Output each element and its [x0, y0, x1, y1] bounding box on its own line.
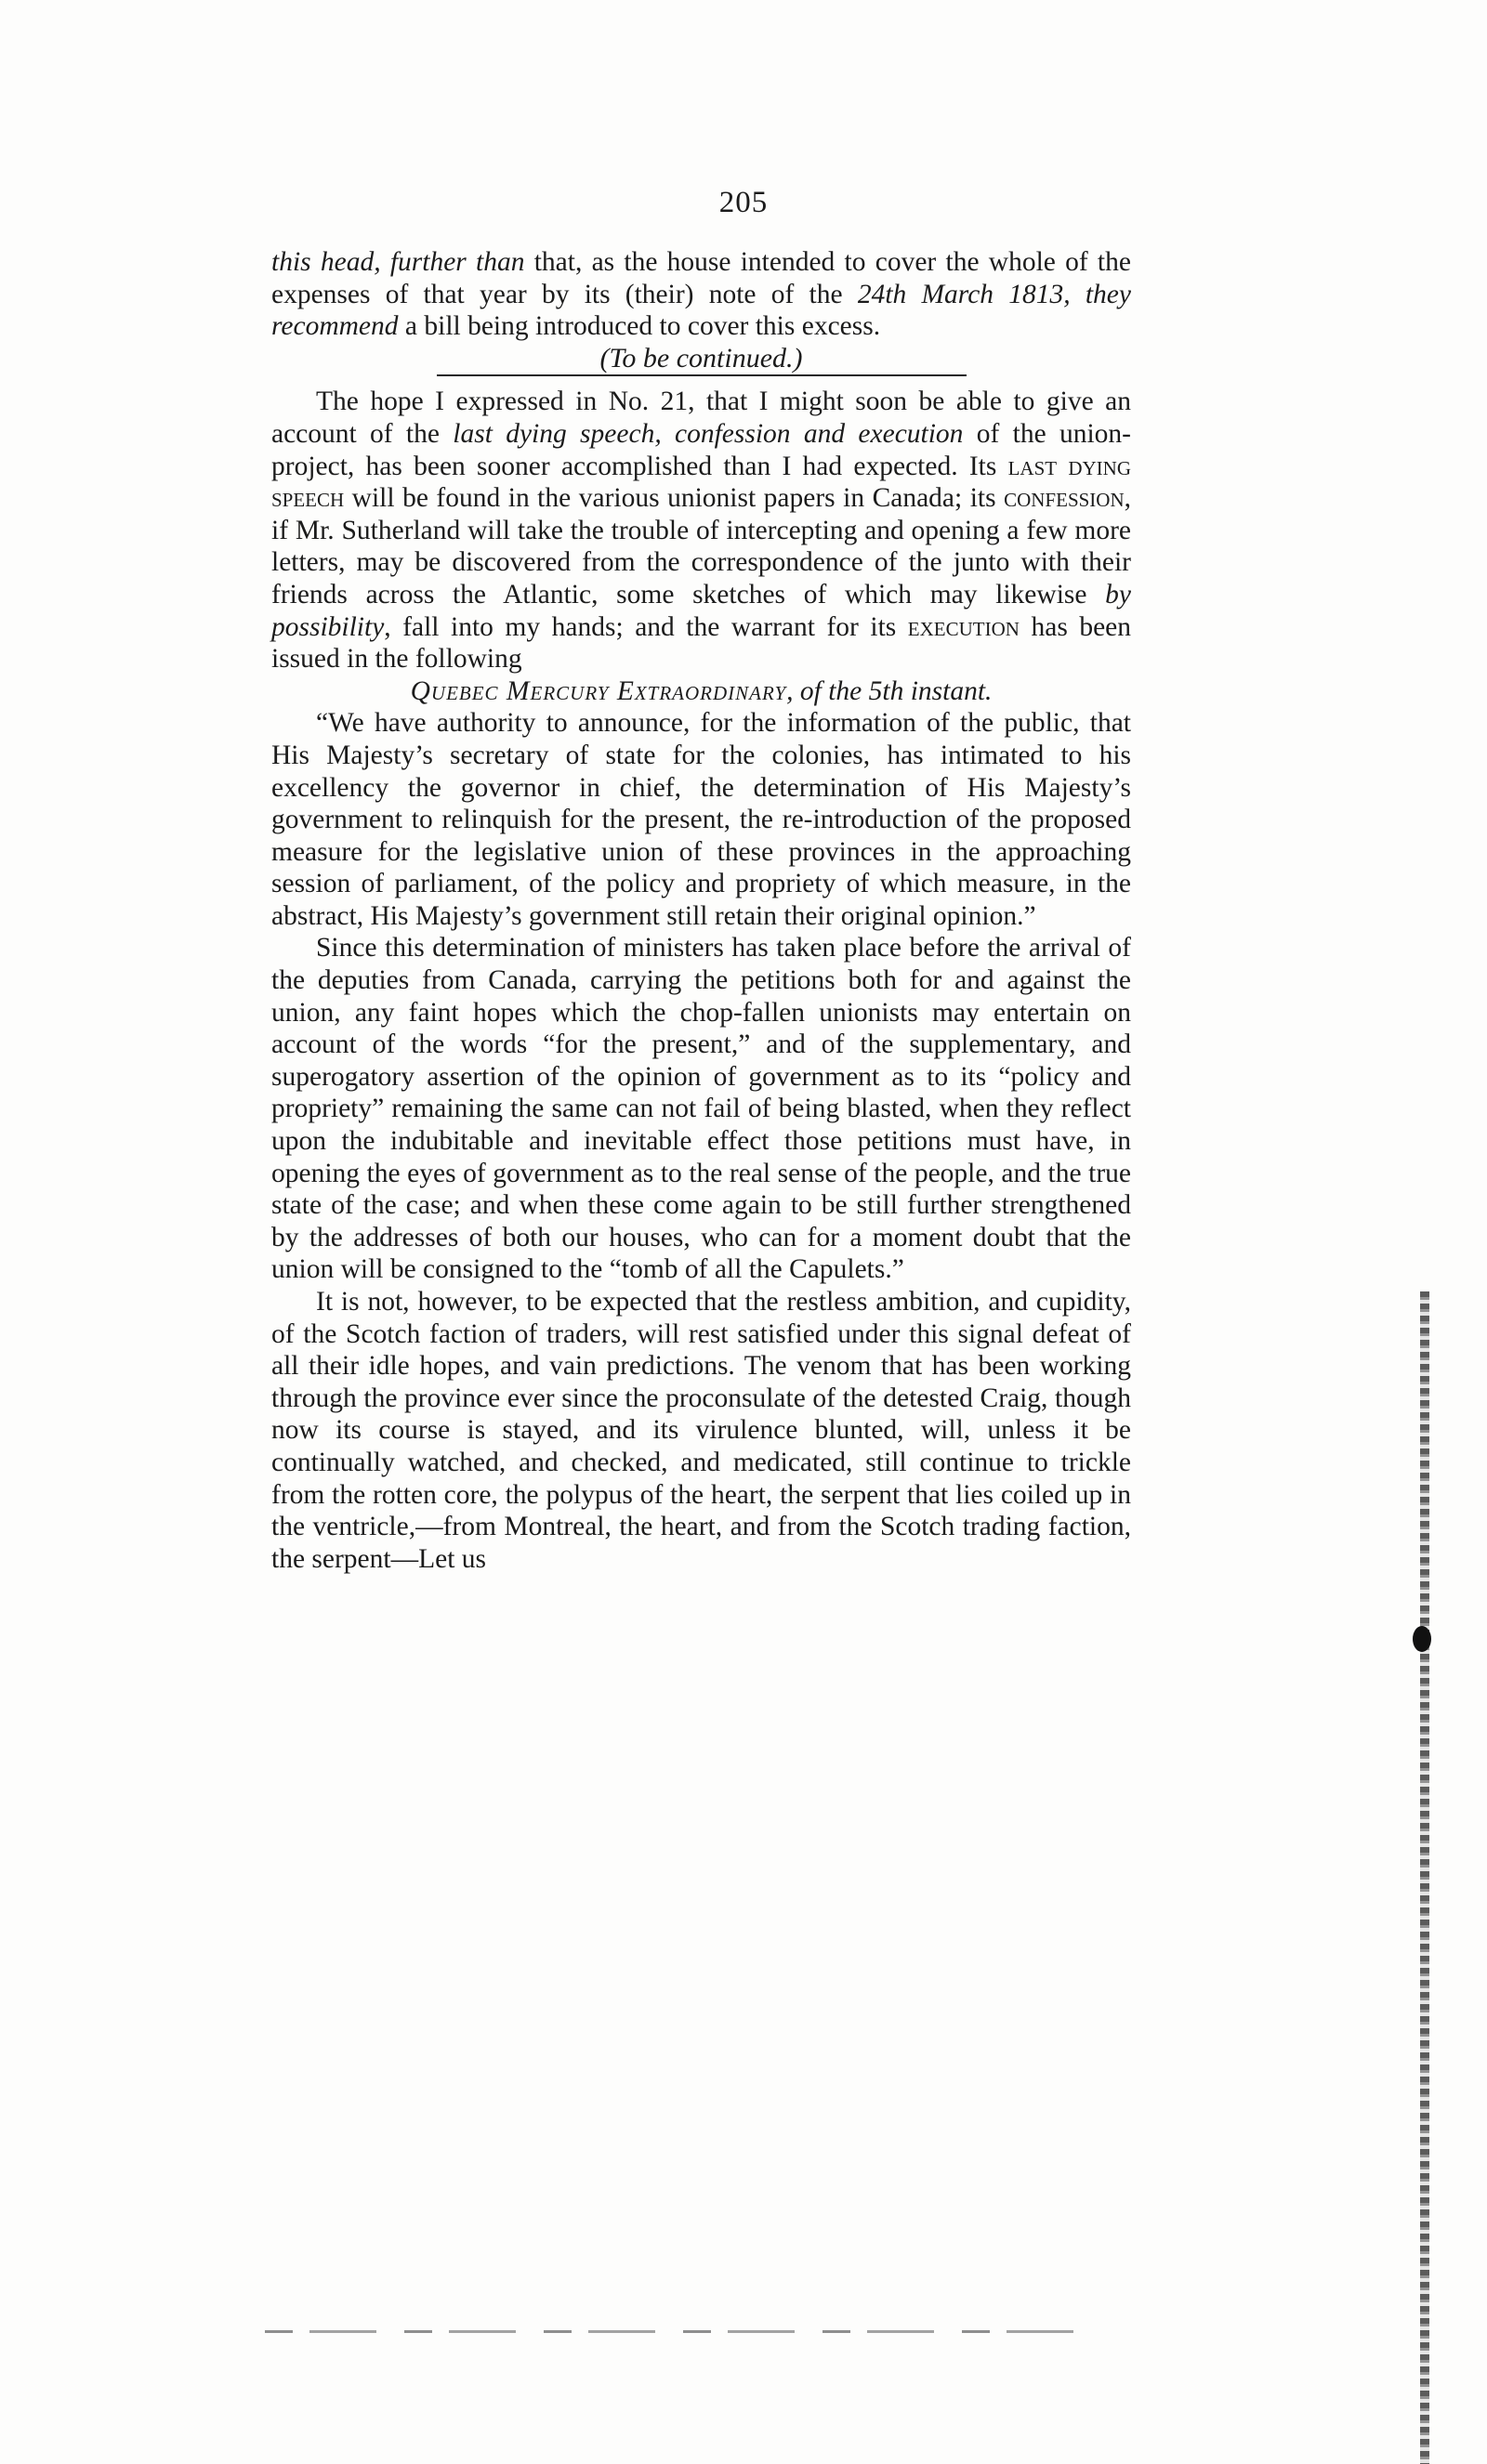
text-run: by possibility	[271, 579, 1131, 642]
text-run: Since this determination of ministers has taken place before the arrival of the deputies from Canada, carrying the petitions both for and against the union, any faint hopes which the chop-fallen unionists may entertain on account of the words “for the present,” and of the supplementary, and superogatory assertion of the opinion of government as to its “policy and propriety” remaining the same can not fail of being blasted, when they reflect upon the indubitable and inevitable effect those petitions must have, in opening the eyes of government as to the real sense of the people, and the true state of the case; and when these come again to be still further strengthened by the addresses of both our houses, who can for a moment doubt that the union will be consigned to the “tomb of all the Capulets.”	[271, 933, 1131, 1285]
text-run: will be found in the various unionist papers in Canada; its	[344, 483, 1005, 514]
text-run: has been issued in the following	[271, 611, 1132, 675]
text-run: , of the 5th instant.	[786, 675, 993, 706]
text-run: confession	[1004, 483, 1125, 514]
text-run: The hope I expressed in No. 21, that I might soon be able to give an account of the	[271, 387, 1131, 449]
article-body	[271, 386, 1131, 1575]
text-run: last dying speech, confession and execution	[453, 418, 964, 449]
newspaper-heading	[271, 675, 1131, 708]
text-run: , fall into my hands; and the warrant for its	[384, 611, 908, 642]
text-run: execution	[907, 611, 1020, 642]
body-paragraph	[271, 1286, 1131, 1575]
text-run: , if Mr. Sutherland will take the trouble of intercepting and opening a few more letters, may be discovered from the correspondence of the junto with their friends across the Atlantic, some sketches of which may likewise	[271, 483, 1131, 609]
page-number: 205	[718, 186, 769, 219]
text-run: further than	[389, 247, 525, 277]
text-run: 24th March 1813, they recommend	[271, 279, 1131, 342]
text-run: that, as the house intended to cover the whole of the expenses of that year by its (their) note of the	[271, 247, 1131, 309]
text-run: It is not, however, to be expected that the restless ambition, and cupidity, of the Scotch faction of traders, will rest satisfied under this signal defeat of all their idle hopes, and vain predictions. The venom that has been working through the province ever since the proconsulate of the detested Craig, though now its course is stayed, and its virulence blunted, will, unless it be continually watched, and checked, and medicated, still continue to trickle from the rotten core, the polypus of the heart, the serpent that lies coiled up in the ventricle,—from Montreal, the heart, and from the Scotch trading faction, the serpent—Let us	[271, 1287, 1131, 1574]
text-run: of the union-project, has been sooner accomplished than I had expected. Its	[271, 418, 1131, 481]
text-run: Quebec Mercury Extraordinary	[410, 675, 787, 706]
to-be-continued: (To be continued.)	[599, 342, 803, 374]
text-column	[271, 246, 1131, 1575]
text-run: a bill being introduced to cover this excess.	[398, 311, 881, 342]
body-paragraph	[271, 386, 1131, 675]
text-run: last dying speech	[271, 451, 1132, 514]
intro-paragraph	[271, 246, 1131, 343]
ink-blot	[1413, 1626, 1431, 1652]
text-run: “We have authority to announce, for the information of the public, that His Majesty’s secretary of state for the colonies, has intimated to his excellency the governor in chief, the determination of His Majesty’s government to relinquish for the present, the re-introduction of the proposed measure for the legislative union of these provinces in the approaching session of parliament, of the policy and propriety of which measure, in the abstract, His Majesty’s government still retain their original opinion.”	[271, 708, 1131, 931]
scan-binding-artifact	[1420, 1291, 1429, 2464]
separator-rule	[437, 374, 967, 376]
text-run: this head,	[271, 247, 390, 277]
body-paragraph	[271, 707, 1131, 932]
scan-bottom-artifact	[265, 2330, 1101, 2333]
body-paragraph	[271, 932, 1131, 1286]
